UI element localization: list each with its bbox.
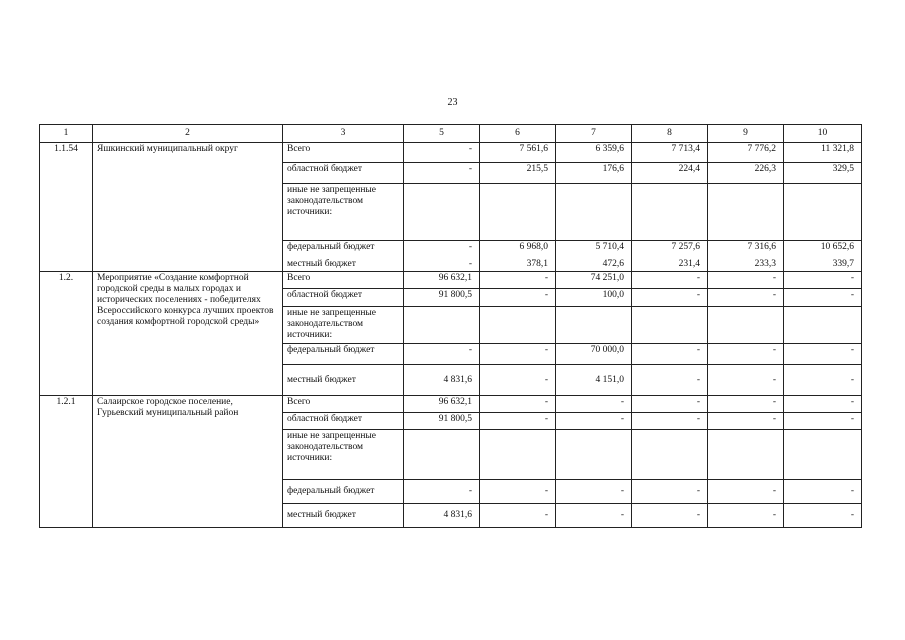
source-label: Всего xyxy=(283,272,404,289)
value-cell: - xyxy=(784,365,862,396)
value-cell: - xyxy=(632,504,708,528)
value-cell: - xyxy=(632,480,708,504)
value-cell xyxy=(632,184,708,241)
value-local: - xyxy=(468,259,472,269)
value-cell: - xyxy=(480,480,556,504)
value-cell: - xyxy=(784,289,862,307)
header-cell: 10 xyxy=(784,125,862,143)
header-cell: 2 xyxy=(93,125,283,143)
value-cell: - xyxy=(404,344,480,365)
value-cell xyxy=(404,307,480,344)
value-cell xyxy=(404,184,480,241)
source-label: областной бюджет xyxy=(283,289,404,307)
value-cell: 91 800,5 xyxy=(404,289,480,307)
value-cell: - xyxy=(480,272,556,289)
value-cell xyxy=(556,307,632,344)
value-cell: - xyxy=(708,289,784,307)
source-label: Всего xyxy=(283,396,404,413)
value-cell xyxy=(556,430,632,480)
value-local: 472,6 xyxy=(602,259,624,269)
source-label: федеральный бюджет xyxy=(283,344,404,365)
value-cell: - xyxy=(784,480,862,504)
value-cell: 96 632,1 xyxy=(404,396,480,413)
source-label: Всего xyxy=(283,143,404,163)
value-cell: - xyxy=(632,272,708,289)
value-cell: - xyxy=(556,396,632,413)
source-label: иные не запрещенные законодательством источники: xyxy=(283,307,404,344)
value-cell: - xyxy=(404,163,480,184)
value-federal: 5 710,4 xyxy=(595,242,624,252)
value-cell: - xyxy=(632,413,708,430)
value-federal: 6 968,0 xyxy=(519,242,548,252)
value-cell: - xyxy=(708,396,784,413)
table-row xyxy=(40,272,862,289)
value-cell xyxy=(556,241,632,272)
value-cell xyxy=(784,241,862,272)
value-cell: - xyxy=(708,365,784,396)
source-label: иные не запрещенные законодательством источники: xyxy=(283,184,404,241)
value-cell: 226,3 xyxy=(708,163,784,184)
page-number: 23 xyxy=(447,97,458,108)
value-cell: 4 831,6 xyxy=(404,365,480,396)
value-local: 231,4 xyxy=(678,259,700,269)
item-code: 1.2.1 xyxy=(40,396,93,528)
value-cell: - xyxy=(784,504,862,528)
source-local: местный бюджет xyxy=(287,259,356,269)
value-cell xyxy=(708,430,784,480)
value-cell: - xyxy=(708,480,784,504)
value-cell: - xyxy=(708,413,784,430)
value-cell xyxy=(784,184,862,241)
value-cell: - xyxy=(784,396,862,413)
value-cell xyxy=(632,241,708,272)
value-cell xyxy=(708,184,784,241)
source-label: местный бюджет xyxy=(283,365,404,396)
item-name: Яшкинский муниципальный округ xyxy=(93,143,283,272)
header-row xyxy=(40,125,862,143)
header-cell: 7 xyxy=(556,125,632,143)
value-cell: 215,5 xyxy=(480,163,556,184)
value-cell: 6 359,6 xyxy=(556,143,632,163)
value-cell: - xyxy=(632,289,708,307)
value-cell xyxy=(480,184,556,241)
value-federal: 10 652,6 xyxy=(820,242,854,252)
value-cell: 7 561,6 xyxy=(480,143,556,163)
header-cell: 5 xyxy=(404,125,480,143)
item-code: 1.2. xyxy=(40,272,93,396)
value-cell: - xyxy=(404,480,480,504)
header-cell: 8 xyxy=(632,125,708,143)
header-cell: 1 xyxy=(40,125,93,143)
value-cell: - xyxy=(480,365,556,396)
value-cell xyxy=(404,430,480,480)
value-cell: 176,6 xyxy=(556,163,632,184)
value-cell: - xyxy=(480,396,556,413)
value-cell xyxy=(632,430,708,480)
source-label: областной бюджет xyxy=(283,163,404,184)
value-cell xyxy=(708,241,784,272)
item-name: Мероприятие «Создание комфортной городской среды в малых городах и исторических поселениях - победителях Всероссийского конкурса лучших проектов создания комфортной городской среды» xyxy=(93,272,283,396)
value-federal: 7 257,6 xyxy=(671,242,700,252)
value-cell: 4 831,6 xyxy=(404,504,480,528)
value-cell: 7 713,4 xyxy=(632,143,708,163)
source-label: местный бюджет xyxy=(283,504,404,528)
value-cell xyxy=(480,430,556,480)
value-federal: - xyxy=(468,242,472,252)
value-cell xyxy=(480,307,556,344)
value-cell: 100,0 xyxy=(556,289,632,307)
header-cell: 3 xyxy=(283,125,404,143)
budget-table xyxy=(39,124,862,528)
value-cell xyxy=(556,184,632,241)
value-cell: 7 776,2 xyxy=(708,143,784,163)
value-cell: - xyxy=(404,143,480,163)
source-label xyxy=(283,241,404,272)
value-cell: - xyxy=(556,480,632,504)
value-cell xyxy=(784,307,862,344)
value-local: 339,7 xyxy=(832,259,854,269)
header-cell: 6 xyxy=(480,125,556,143)
value-cell: - xyxy=(784,344,862,365)
value-cell xyxy=(708,307,784,344)
table-row xyxy=(40,396,862,413)
value-cell: - xyxy=(480,344,556,365)
value-cell: - xyxy=(784,413,862,430)
value-cell: - xyxy=(556,413,632,430)
table-row xyxy=(40,143,862,163)
value-local: 378,1 xyxy=(526,259,548,269)
value-cell: - xyxy=(480,289,556,307)
value-cell xyxy=(404,241,480,272)
value-cell: 4 151,0 xyxy=(556,365,632,396)
value-cell: - xyxy=(480,504,556,528)
value-cell xyxy=(784,430,862,480)
source-federal: федеральный бюджет xyxy=(287,242,375,252)
value-cell: 91 800,5 xyxy=(404,413,480,430)
value-cell: 11 321,8 xyxy=(784,143,862,163)
source-label: иные не запрещенные законодательством источники: xyxy=(283,430,404,480)
value-cell: - xyxy=(708,504,784,528)
value-cell: 70 000,0 xyxy=(556,344,632,365)
value-cell: 74 251,0 xyxy=(556,272,632,289)
value-local: 233,3 xyxy=(754,259,776,269)
value-cell: - xyxy=(784,272,862,289)
value-cell: - xyxy=(632,396,708,413)
value-cell xyxy=(480,241,556,272)
value-cell: - xyxy=(556,504,632,528)
value-cell: 224,4 xyxy=(632,163,708,184)
value-federal: 7 316,6 xyxy=(747,242,776,252)
value-cell: 96 632,1 xyxy=(404,272,480,289)
source-label: областной бюджет xyxy=(283,413,404,430)
item-name: Салаирское городское поселение, Гурьевский муниципальный район xyxy=(93,396,283,528)
value-cell xyxy=(632,307,708,344)
header-cell: 9 xyxy=(708,125,784,143)
value-cell: - xyxy=(632,344,708,365)
value-cell: - xyxy=(480,413,556,430)
value-cell: - xyxy=(708,344,784,365)
item-code: 1.1.54 xyxy=(40,143,93,272)
value-cell: - xyxy=(632,365,708,396)
value-cell: - xyxy=(708,272,784,289)
value-cell: 329,5 xyxy=(784,163,862,184)
source-label: федеральный бюджет xyxy=(283,480,404,504)
